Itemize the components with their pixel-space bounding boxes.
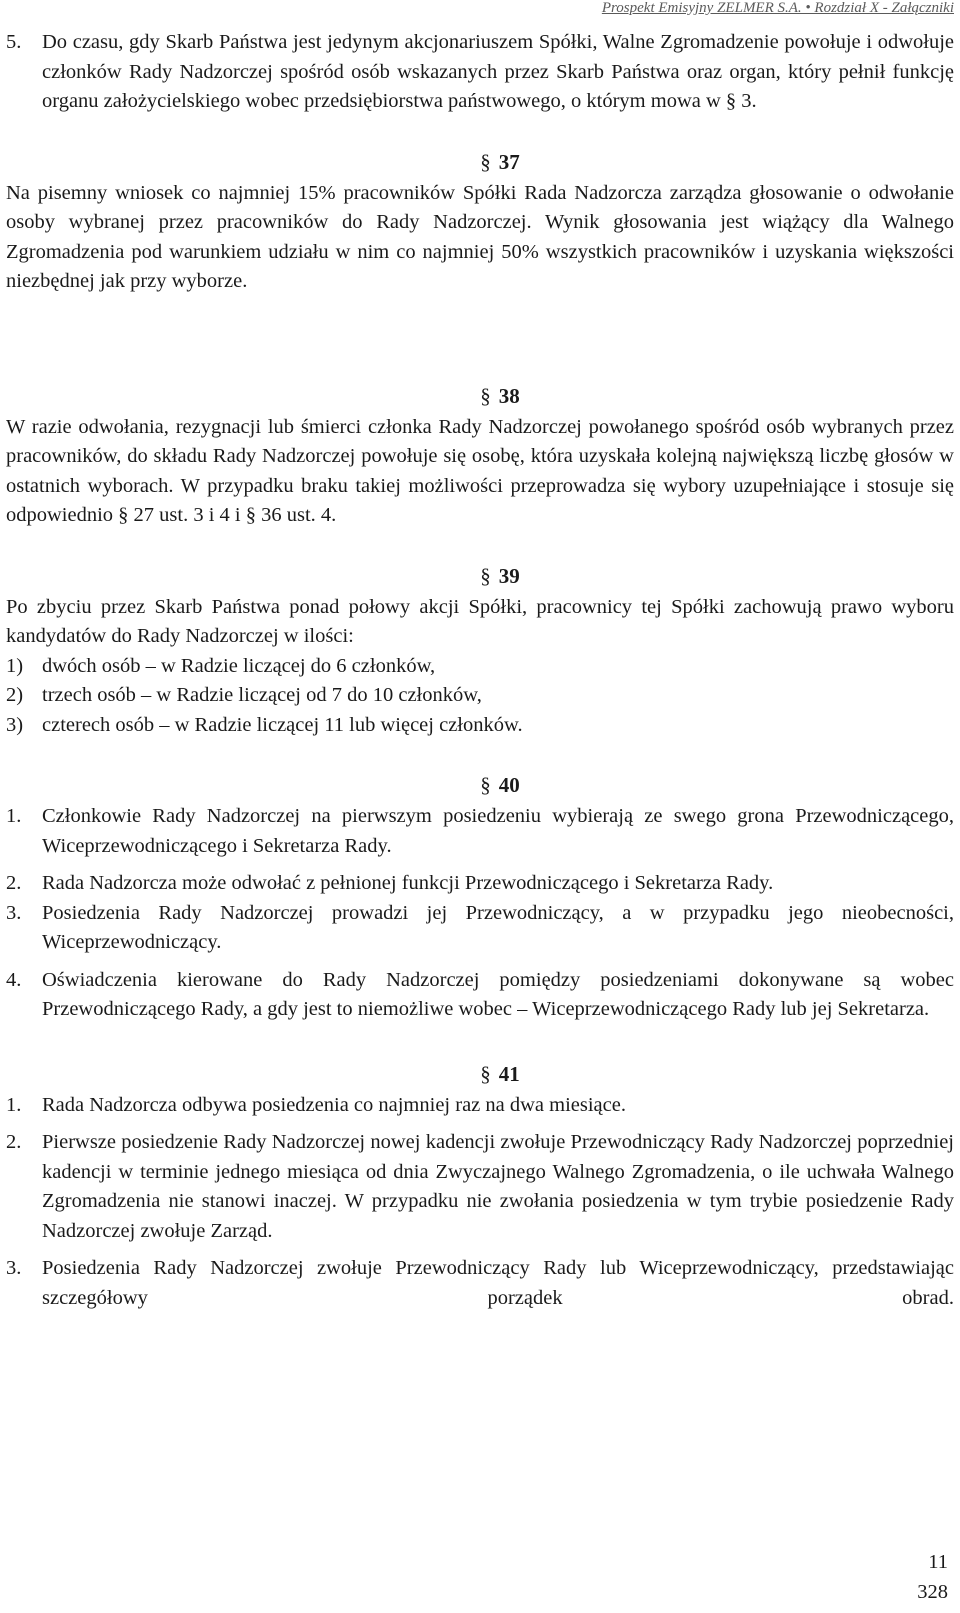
section-symbol: § [480,1061,491,1086]
section-number: 39 [498,563,520,588]
document-body [6,28,954,1313]
page-header [0,0,960,24]
item-text: Pierwsze posiedzenie Rady Nadzorczej nowej kadencji zwołuje Przewodniczący Rady Nadzorczej poprzedniej kadencji w terminie jednego miesiąca od dnia Zwyczajnego Walnego Zgromadzenia, o ile uchwała Walnego Zgromadzenia nie stanowi inaczej. W przypadku nie zwołania posiedzenia w tym trybie posiedzenie Rady Nadzorczej zwołuje Zarząd. [42,1131,954,1242]
section-number: 40 [498,773,520,797]
item-text: czterech osób – w Radzie liczącej 11 lub więcej członków. [42,713,523,736]
section-number: 41 [498,1061,520,1086]
item-number: 3) [6,713,24,736]
section-heading-37 [6,147,954,177]
header-title: Prospekt Emisyjny ZELMER S.A. • Rozdział X - Załączniki [601,0,954,16]
section-symbol: § [480,773,491,797]
list-item [6,966,954,1025]
item-number: 1. [6,1093,22,1116]
list-item [6,869,954,899]
list-item [6,711,954,741]
item-text: Rada Nadzorcza może odwołać z pełnionej funkcji Przewodniczącego i Sekretarza Rady. [42,872,774,894]
section-symbol: § [480,149,491,174]
item-number: 2. [6,872,22,894]
section-heading-38 [6,381,954,411]
item-number: 2. [6,1131,22,1153]
section-heading-41 [6,1059,954,1089]
item-text: Członkowie Rady Nadzorczej na pierwszym posiedzeniu wybierają ze swego grona Przewodniczącego, Wiceprzewodniczącego i Sekretarza Rady. [42,805,954,857]
section-number: 37 [498,149,520,174]
list-item [6,681,954,711]
item-number: 3. [6,1257,22,1279]
item-number: 2) [6,684,24,706]
statute-page-number: 11 [928,1551,948,1573]
list-item [6,802,954,861]
section-38-text: W razie odwołania, rezygnacji lub śmierci członka Rady Nadzorczej powołanego spośród osób wybranych przez pracowników, do składu Rady Nadzorczej powołuje się osobę, która uzyskała kolejną największą liczbę głosów w ostatnich wyborach. W przypadku braku takiej możliwości przeprowadza się wybory uzupełniające i stosuje się odpowiednio § 27 ust. 3 i 4 i § 36 ust. 4. [6,415,954,526]
section-number: 38 [498,383,520,408]
section-heading-39 [6,561,954,591]
item-number: 4. [6,968,22,991]
item-text: Do czasu, gdy Skarb Państwa jest jedynym akcjonariuszem Spółki, Walne Zgromadzenie powołuje i odwołuje członków Rady Nadzorczej spośród osób wskazanych przez Skarb Państwa oraz organ, który pełnił funkcję organu założycielskiego wobec przedsiębiorstwa państwowego, o którym mowa w § 3. [42,31,954,112]
item-text: dwóch osób – w Radzie liczącej do 6 członków, [42,654,436,677]
section-37-text: Na pisemny wniosek co najmniej 15% pracowników Spółki Rada Nadzorcza zarządza głosowanie o odwołanie osoby wybranej przez pracowników do Rady Nadzorczej. Wynik głosowania jest wiążący dla Walnego Zgromadzenia pod warunkiem udziału w nim co najmniej 50% wszystkich pracowników i uzyskania większości niezbędnej jak przy wyborze. [6,181,954,292]
item-number: 1) [6,654,24,677]
section-symbol: § [480,383,491,408]
list-item [6,1128,954,1246]
prospectus-page-number: 328 [917,1581,948,1603]
section-symbol: § [480,563,491,588]
item-number: 3. [6,901,22,924]
item-text: Posiedzenia Rady Nadzorczej prowadzi jej Przewodniczący, a w przypadku jego nieobecności, Wiceprzewodniczący. [42,901,954,953]
intro-item [6,28,954,117]
item-text: trzech osób – w Radzie liczącej od 7 do 10 członków, [42,684,482,706]
item-text: Rada Nadzorcza odbywa posiedzenia co najmniej raz na dwa miesiące. [42,1093,626,1116]
list-item [6,1091,954,1121]
item-text: Oświadczenia kierowane do Rady Nadzorczej pomiędzy posiedzeniami dokonywane są wobec Przewodniczącego Rady, a gdy jest to niemożliwe wobec – Wiceprzewodniczącego Rady lub jej Sekretarza. [42,968,954,1020]
list-item [6,1254,954,1313]
item-number: 1. [6,805,22,827]
item-number: 5. [6,31,22,53]
item-text: Posiedzenia Rady Nadzorczej zwołuje Przewodniczący Rady lub Wiceprzewodniczący, przedstawiając szczegółowy porządek obrad. [42,1257,954,1309]
list-item [6,899,954,958]
section-heading-40 [6,770,954,800]
section-39-intro: Po zbyciu przez Skarb Państwa ponad połowy akcji Spółki, pracownicy tej Spółki zachowują prawo wyboru kandydatów do Rady Nadzorczej w ilości: [6,595,954,647]
list-item [6,652,954,682]
